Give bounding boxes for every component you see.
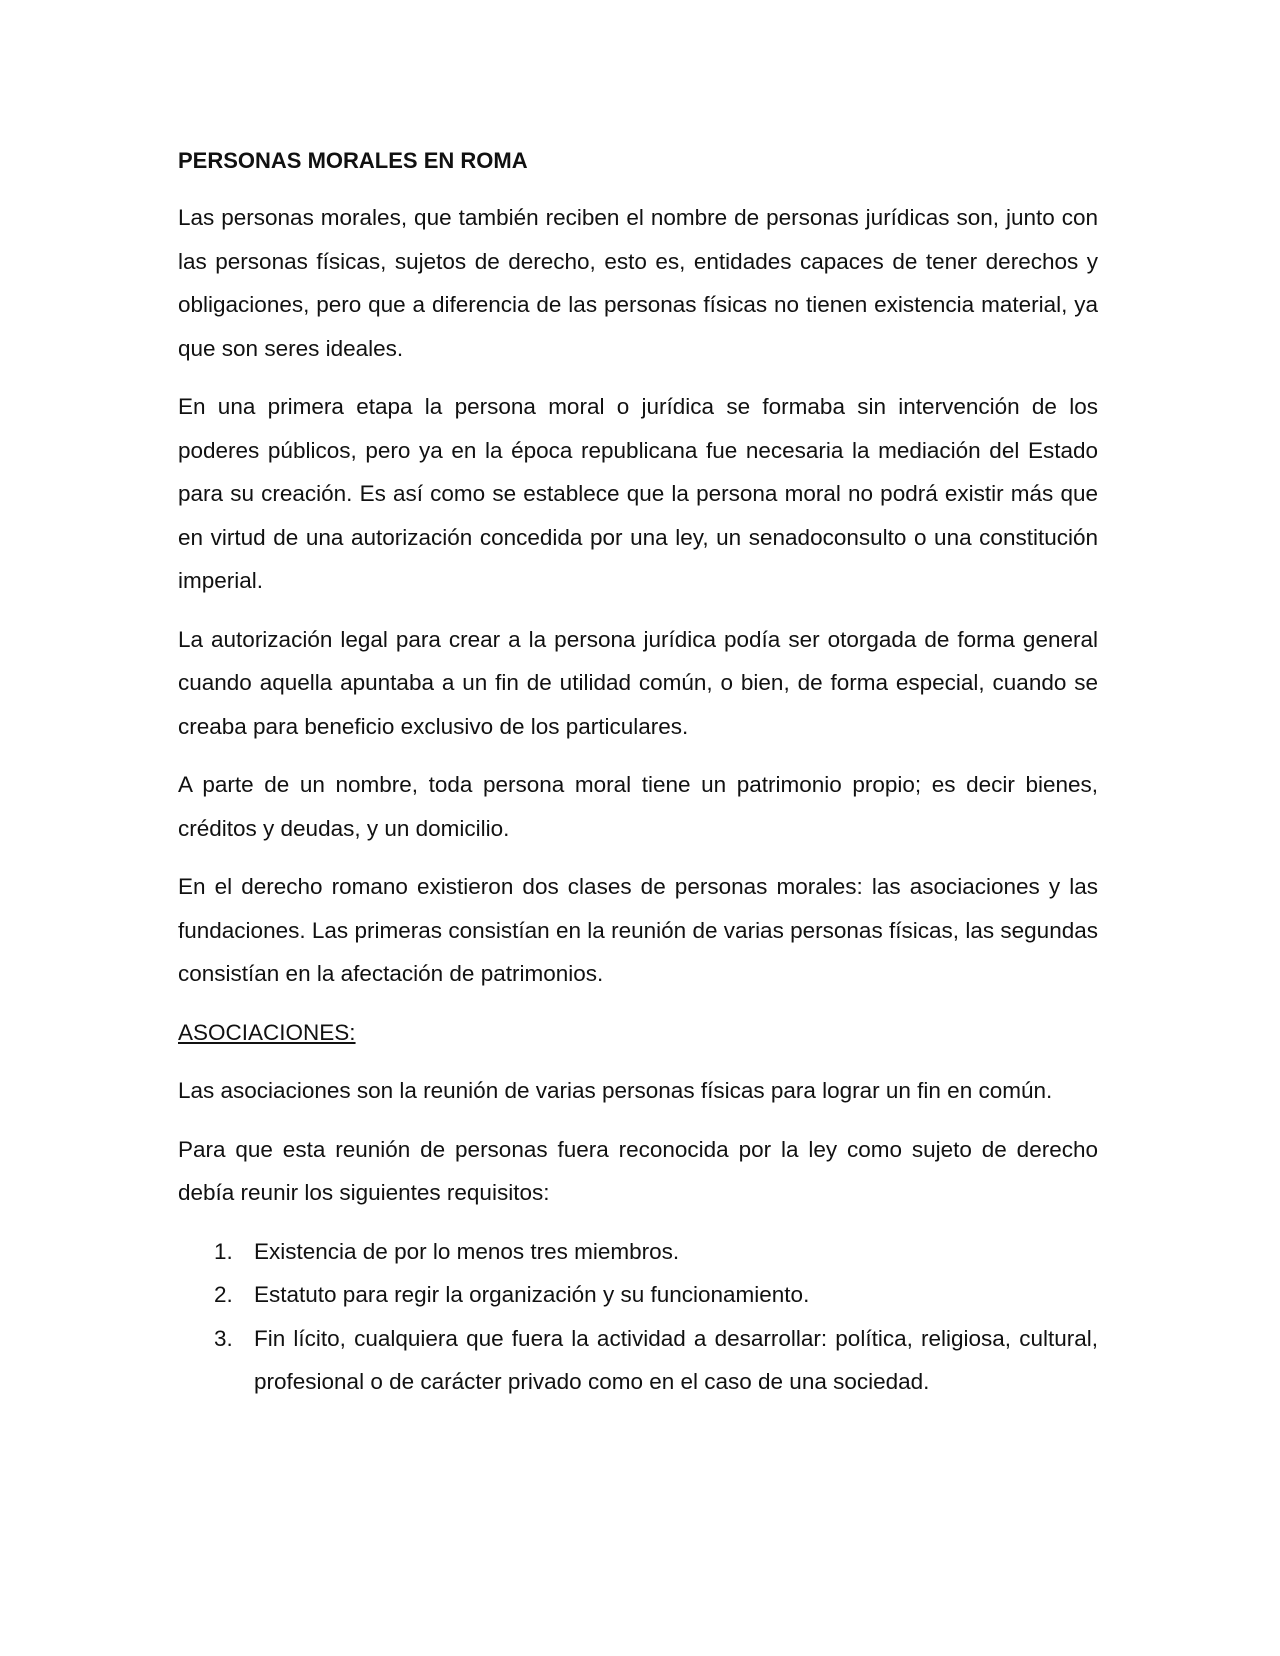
- paragraph-definition: Las personas morales, que también reciben el nombre de personas jurídicas son, junto con las personas físicas, sujetos de derecho, esto es, entidades capaces de tener derechos y obligaciones, pero que a diferencia de las personas físicas no tienen existencia material, ya que son seres ideales.: [178, 205, 1098, 361]
- paragraph-first-stage: En una primera etapa la persona moral o jurídica se formaba sin intervención de los poderes públicos, pero ya en la época republicana fue necesaria la mediación del Estado para su creación. Es así como se establece que la persona moral no podrá existir más que en virtud de una autorización concedida por una ley, un senadoconsulto o una constitución imperial.: [178, 394, 1098, 593]
- section-heading-asociaciones: ASOCIACIONES:: [178, 1019, 356, 1045]
- paragraph-two-classes: En el derecho romano existieron dos clases de personas morales: las asociaciones y las fundaciones. Las primeras consistían en la reunión de varias personas físicas, las segundas consistían en la afectación de patrimonios.: [178, 874, 1098, 986]
- paragraph-legal-authorization: La autorización legal para crear a la persona jurídica podía ser otorgada de forma general cuando aquella apuntaba a un fin de utilidad común, o bien, de forma especial, cuando se creaba para beneficio exclusivo de los particulares.: [178, 626, 1098, 739]
- list-item: [178, 1230, 1098, 1274]
- list-item-text: Fin lícito, cualquiera que fuera la actividad a desarrollar: política, religiosa, cultural, profesional o de carácter privado como en el caso de una sociedad.: [254, 1325, 1098, 1394]
- paragraph-requirements-intro: Para que esta reunión de personas fuera reconocida por la ley como sujeto de derecho debía reunir los siguientes requisitos:: [178, 1136, 1098, 1205]
- list-item-text: Existencia de por lo menos tres miembros.: [254, 1238, 680, 1264]
- requirements-list: [178, 1230, 1098, 1404]
- document-page: [178, 140, 1098, 1404]
- document-title: PERSONAS MORALES EN ROMA: [178, 148, 528, 173]
- list-item: [178, 1317, 1098, 1404]
- list-item: [178, 1273, 1098, 1317]
- list-item-number: 3.: [214, 1325, 233, 1351]
- list-item-number: 2.: [214, 1282, 233, 1307]
- list-item-text: Estatuto para regir la organización y su funcionamiento.: [254, 1282, 810, 1307]
- list-item-number: 1.: [214, 1238, 233, 1264]
- paragraph-patrimony: A parte de un nombre, toda persona moral tiene un patrimonio propio; es decir bienes, créditos y deudas, y un domicilio.: [178, 772, 1098, 841]
- paragraph-asociaciones-definition: Las asociaciones son la reunión de varias personas físicas para lograr un fin en común.: [178, 1078, 1053, 1103]
